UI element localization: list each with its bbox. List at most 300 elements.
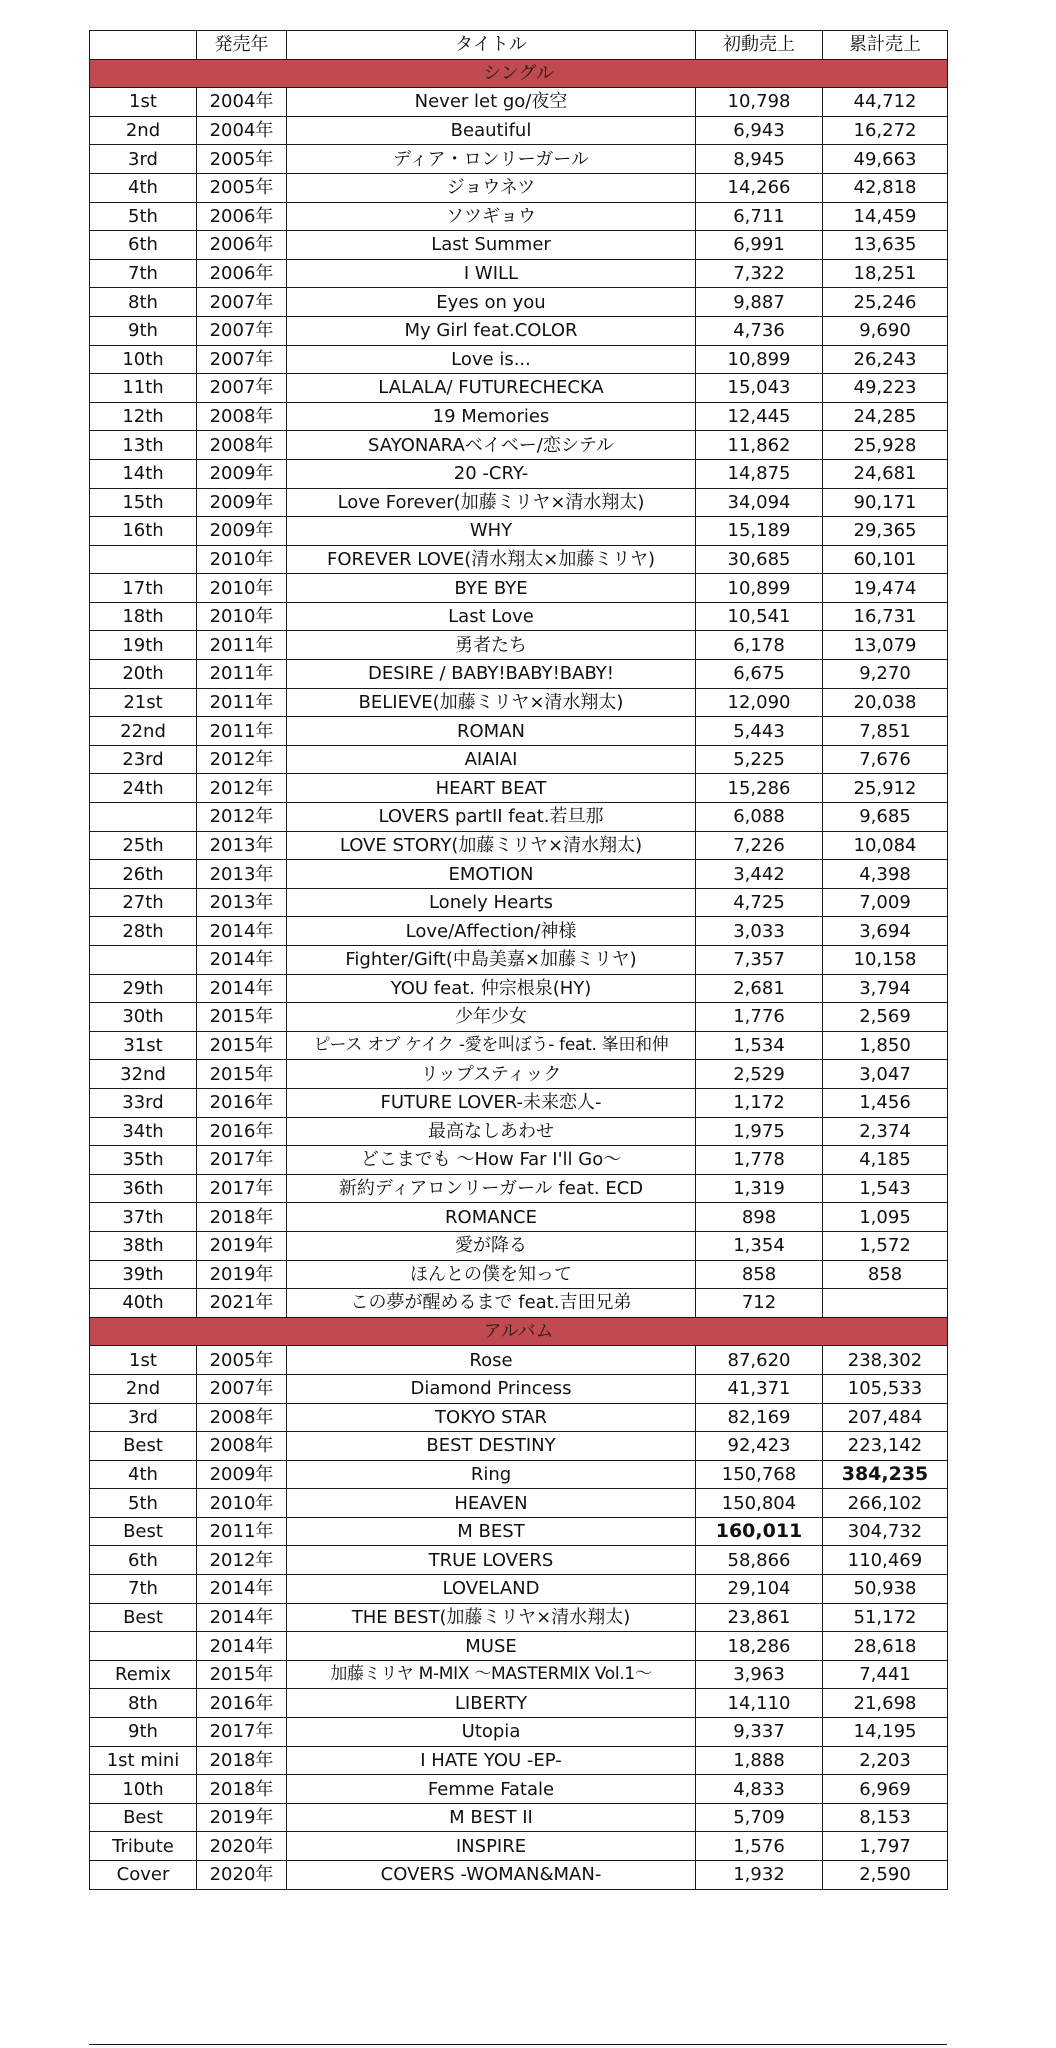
table-row [90,1832,948,1861]
table-row [90,774,948,803]
title-cell: SAYONARAベイベー/恋シテル [287,431,696,460]
year-cell: 2019年 [197,1231,287,1260]
rank-cell: 1st mini [90,1746,197,1775]
total-cell: 25,928 [823,431,948,460]
year-cell: 2019年 [197,1803,287,1832]
total-cell: 7,009 [823,888,948,917]
table-row [90,974,948,1003]
first-week-cell: 5,225 [696,745,823,774]
year-cell: 2005年 [197,145,287,174]
year-cell: 2007年 [197,316,287,345]
title-cell: Lonely Hearts [287,888,696,917]
section-header-row [90,59,948,88]
year-cell: 2007年 [197,1374,287,1403]
rank-cell: 39th [90,1260,197,1289]
title-cell: 19 Memories [287,402,696,431]
rank-cell: 8th [90,288,197,317]
title-cell: LIBERTY [287,1689,696,1718]
total-cell: 13,079 [823,631,948,660]
year-cell: 2013年 [197,888,287,917]
first-week-cell: 5,709 [696,1803,823,1832]
header-total-sales: 累計売上 [823,31,948,60]
title-cell: Fighter/Gift(中島美嘉×加藤ミリヤ) [287,946,696,975]
first-week-cell: 8,945 [696,145,823,174]
first-week-cell: 3,963 [696,1660,823,1689]
table-row [90,1260,948,1289]
total-cell: 24,681 [823,459,948,488]
header-first-week-sales: 初動売上 [696,31,823,60]
table-row [90,1632,948,1661]
table-row [90,259,948,288]
table-row [90,602,948,631]
title-cell: HEAVEN [287,1489,696,1518]
year-cell: 2015年 [197,1660,287,1689]
rank-cell: 23rd [90,745,197,774]
year-cell: 2014年 [197,974,287,1003]
title-cell: ROMANCE [287,1203,696,1232]
first-week-cell: 2,529 [696,1060,823,1089]
first-week-cell: 1,354 [696,1231,823,1260]
total-cell: 16,731 [823,602,948,631]
title-cell: BYE BYE [287,574,696,603]
rank-cell: 3rd [90,1403,197,1432]
year-cell: 2009年 [197,517,287,546]
table-row [90,116,948,145]
total-cell: 8,153 [823,1803,948,1832]
total-cell: 10,158 [823,946,948,975]
sales-table-body [90,31,948,1890]
total-cell: 19,474 [823,574,948,603]
total-cell: 384,235 [823,1460,948,1489]
table-row [90,316,948,345]
title-cell: Utopia [287,1718,696,1747]
total-cell: 7,441 [823,1660,948,1689]
title-cell: BEST DESTINY [287,1432,696,1461]
year-cell: 2009年 [197,1460,287,1489]
rank-cell: 6th [90,231,197,260]
title-cell: LOVE STORY(加藤ミリヤ×清水翔太) [287,831,696,860]
first-week-cell: 9,887 [696,288,823,317]
rank-cell: 31st [90,1031,197,1060]
rank-cell: 10th [90,345,197,374]
year-cell: 2017年 [197,1174,287,1203]
rank-cell [90,946,197,975]
title-cell: 愛が降る [287,1231,696,1260]
table-row [90,1146,948,1175]
year-cell: 2010年 [197,602,287,631]
rank-cell: 4th [90,1460,197,1489]
rank-cell: 12th [90,402,197,431]
first-week-cell: 9,337 [696,1718,823,1747]
year-cell: 2014年 [197,1603,287,1632]
total-cell: 44,712 [823,88,948,117]
rank-cell [90,803,197,832]
title-cell: Last Love [287,602,696,631]
rank-cell: 21st [90,688,197,717]
first-week-cell: 1,172 [696,1088,823,1117]
title-cell: AIAIAI [287,745,696,774]
total-cell: 2,590 [823,1861,948,1890]
first-week-cell: 1,975 [696,1117,823,1146]
table-row [90,1088,948,1117]
table-row [90,288,948,317]
title-cell: I HATE YOU -EP- [287,1746,696,1775]
year-cell: 2006年 [197,231,287,260]
year-cell: 2006年 [197,202,287,231]
title-cell: 加藤ミリヤ M-MIX 〜MASTERMIX Vol.1〜 [287,1660,696,1689]
table-row [90,1660,948,1689]
footer-divider [89,2044,947,2045]
table-row [90,745,948,774]
total-cell: 24,285 [823,402,948,431]
title-cell: Rose [287,1346,696,1375]
section-header-row [90,1317,948,1346]
section-title: アルバム [90,1317,948,1346]
table-row [90,1775,948,1804]
year-cell: 2012年 [197,1546,287,1575]
rank-cell: Tribute [90,1832,197,1861]
table-row [90,1517,948,1546]
total-cell: 18,251 [823,259,948,288]
total-cell: 28,618 [823,1632,948,1661]
title-cell: LALALA/ FUTURECHECKA [287,374,696,403]
year-cell: 2018年 [197,1203,287,1232]
first-week-cell: 1,776 [696,1003,823,1032]
title-cell: ディア・ロンリーガール [287,145,696,174]
year-cell: 2020年 [197,1861,287,1890]
title-cell: Ring [287,1460,696,1489]
rank-cell: 25th [90,831,197,860]
rank-cell: Best [90,1432,197,1461]
title-cell: LOVELAND [287,1575,696,1604]
total-cell: 10,084 [823,831,948,860]
table-row [90,231,948,260]
title-cell: 新約ディアロンリーガール feat. ECD [287,1174,696,1203]
title-cell: Femme Fatale [287,1775,696,1804]
title-cell: My Girl feat.COLOR [287,316,696,345]
table-row [90,1718,948,1747]
rank-cell: 6th [90,1546,197,1575]
first-week-cell: 150,804 [696,1489,823,1518]
total-cell: 2,569 [823,1003,948,1032]
year-cell: 2008年 [197,431,287,460]
year-cell: 2014年 [197,946,287,975]
total-cell: 223,142 [823,1432,948,1461]
total-cell: 266,102 [823,1489,948,1518]
rank-cell: 1st [90,1346,197,1375]
title-cell: ROMAN [287,717,696,746]
header-row [90,31,948,60]
table-row [90,459,948,488]
rank-cell: 17th [90,574,197,603]
total-cell: 60,101 [823,545,948,574]
first-week-cell: 34,094 [696,488,823,517]
first-week-cell: 6,675 [696,660,823,689]
total-cell [823,1289,948,1318]
title-cell: 少年少女 [287,1003,696,1032]
total-cell: 21,698 [823,1689,948,1718]
year-cell: 2008年 [197,1403,287,1432]
first-week-cell: 10,899 [696,574,823,603]
first-week-cell: 15,286 [696,774,823,803]
year-cell: 2019年 [197,1260,287,1289]
rank-cell: 30th [90,1003,197,1032]
total-cell: 4,185 [823,1146,948,1175]
total-cell: 1,850 [823,1031,948,1060]
first-week-cell: 1,576 [696,1832,823,1861]
rank-cell: 19th [90,631,197,660]
year-cell: 2007年 [197,374,287,403]
table-row [90,202,948,231]
first-week-cell: 4,833 [696,1775,823,1804]
year-cell: 2004年 [197,88,287,117]
rank-cell: 29th [90,974,197,1003]
first-week-cell: 898 [696,1203,823,1232]
rank-cell: 27th [90,888,197,917]
table-row [90,1031,948,1060]
table-row [90,1231,948,1260]
table-row [90,574,948,603]
year-cell: 2005年 [197,1346,287,1375]
first-week-cell: 6,088 [696,803,823,832]
table-row [90,173,948,202]
table-row [90,1432,948,1461]
table-row [90,1861,948,1890]
table-row [90,1603,948,1632]
year-cell: 2016年 [197,1088,287,1117]
title-cell: YOU feat. 仲宗根泉(HY) [287,974,696,1003]
rank-cell: 32nd [90,1060,197,1089]
table-row [90,545,948,574]
year-cell: 2011年 [197,1517,287,1546]
first-week-cell: 10,899 [696,345,823,374]
total-cell: 3,694 [823,917,948,946]
title-cell: Beautiful [287,116,696,145]
year-cell: 2009年 [197,459,287,488]
total-cell: 42,818 [823,173,948,202]
title-cell: Love/Affection/神様 [287,917,696,946]
first-week-cell: 6,711 [696,202,823,231]
table-row [90,1346,948,1375]
rank-cell: 1st [90,88,197,117]
total-cell: 49,663 [823,145,948,174]
total-cell: 105,533 [823,1374,948,1403]
total-cell: 110,469 [823,1546,948,1575]
rank-cell: 7th [90,259,197,288]
title-cell: THE BEST(加藤ミリヤ×清水翔太) [287,1603,696,1632]
first-week-cell: 58,866 [696,1546,823,1575]
rank-cell: Remix [90,1660,197,1689]
first-week-cell: 15,189 [696,517,823,546]
year-cell: 2018年 [197,1775,287,1804]
rank-cell: 2nd [90,1374,197,1403]
header-year: 発売年 [197,31,287,60]
first-week-cell: 14,266 [696,173,823,202]
rank-cell: 9th [90,316,197,345]
total-cell: 26,243 [823,345,948,374]
table-row [90,1689,948,1718]
rank-cell [90,1632,197,1661]
first-week-cell: 1,932 [696,1861,823,1890]
total-cell: 29,365 [823,517,948,546]
total-cell: 207,484 [823,1403,948,1432]
first-week-cell: 1,888 [696,1746,823,1775]
year-cell: 2012年 [197,745,287,774]
table-row [90,1746,948,1775]
total-cell: 1,456 [823,1088,948,1117]
year-cell: 2014年 [197,1575,287,1604]
table-row [90,1289,948,1318]
first-week-cell: 1,319 [696,1174,823,1203]
rank-cell: 20th [90,660,197,689]
year-cell: 2015年 [197,1031,287,1060]
rank-cell: 4th [90,173,197,202]
first-week-cell: 12,445 [696,402,823,431]
title-cell: TRUE LOVERS [287,1546,696,1575]
rank-cell: 18th [90,602,197,631]
year-cell: 2015年 [197,1060,287,1089]
total-cell: 25,246 [823,288,948,317]
year-cell: 2013年 [197,831,287,860]
total-cell: 7,676 [823,745,948,774]
title-cell: TOKYO STAR [287,1403,696,1432]
first-week-cell: 1,534 [696,1031,823,1060]
first-week-cell: 5,443 [696,717,823,746]
total-cell: 90,171 [823,488,948,517]
year-cell: 2010年 [197,1489,287,1518]
sales-table [89,30,948,1890]
year-cell: 2011年 [197,631,287,660]
title-cell: MUSE [287,1632,696,1661]
year-cell: 2006年 [197,259,287,288]
table-row [90,1403,948,1432]
total-cell: 14,459 [823,202,948,231]
table-row [90,517,948,546]
total-cell: 51,172 [823,1603,948,1632]
table-row [90,831,948,860]
title-cell: DESIRE / BABY!BABY!BABY! [287,660,696,689]
title-cell: Never let go/夜空 [287,88,696,117]
table-row [90,431,948,460]
first-week-cell: 7,357 [696,946,823,975]
rank-cell [90,545,197,574]
title-cell: BELIEVE(加藤ミリヤ×清水翔太) [287,688,696,717]
total-cell: 20,038 [823,688,948,717]
first-week-cell: 92,423 [696,1432,823,1461]
table-row [90,803,948,832]
title-cell: リップスティック [287,1060,696,1089]
total-cell: 1,572 [823,1231,948,1260]
title-cell: INSPIRE [287,1832,696,1861]
table-row [90,917,948,946]
header-rank [90,31,197,60]
year-cell: 2020年 [197,1832,287,1861]
year-cell: 2014年 [197,1632,287,1661]
year-cell: 2014年 [197,917,287,946]
year-cell: 2010年 [197,545,287,574]
title-cell: 20 -CRY- [287,459,696,488]
year-cell: 2018年 [197,1746,287,1775]
first-week-cell: 3,033 [696,917,823,946]
table-row [90,488,948,517]
title-cell: Love Forever(加藤ミリヤ×清水翔太) [287,488,696,517]
total-cell: 1,797 [823,1832,948,1861]
rank-cell: 8th [90,1689,197,1718]
total-cell: 858 [823,1260,948,1289]
table-row [90,660,948,689]
year-cell: 2012年 [197,774,287,803]
year-cell: 2017年 [197,1718,287,1747]
title-cell: HEART BEAT [287,774,696,803]
year-cell: 2004年 [197,116,287,145]
title-cell: Diamond Princess [287,1374,696,1403]
rank-cell: 9th [90,1718,197,1747]
total-cell: 9,690 [823,316,948,345]
total-cell: 25,912 [823,774,948,803]
first-week-cell: 4,725 [696,888,823,917]
first-week-cell: 29,104 [696,1575,823,1604]
rank-cell: 13th [90,431,197,460]
year-cell: 2013年 [197,860,287,889]
year-cell: 2010年 [197,574,287,603]
table-row [90,1489,948,1518]
table-row [90,1003,948,1032]
first-week-cell: 14,875 [696,459,823,488]
rank-cell: 35th [90,1146,197,1175]
first-week-cell: 41,371 [696,1374,823,1403]
rank-cell: 26th [90,860,197,889]
rank-cell: 15th [90,488,197,517]
total-cell: 1,543 [823,1174,948,1203]
first-week-cell: 15,043 [696,374,823,403]
total-cell: 16,272 [823,116,948,145]
first-week-cell: 3,442 [696,860,823,889]
year-cell: 2007年 [197,288,287,317]
rank-cell: 5th [90,1489,197,1518]
first-week-cell: 712 [696,1289,823,1318]
first-week-cell: 87,620 [696,1346,823,1375]
table-row [90,374,948,403]
title-cell: EMOTION [287,860,696,889]
year-cell: 2011年 [197,688,287,717]
table-row [90,1174,948,1203]
title-cell: FUTURE LOVER-未来恋人- [287,1088,696,1117]
first-week-cell: 18,286 [696,1632,823,1661]
rank-cell: 2nd [90,116,197,145]
title-cell: 勇者たち [287,631,696,660]
table-row [90,1575,948,1604]
rank-cell: Best [90,1603,197,1632]
table-row [90,1203,948,1232]
total-cell: 13,635 [823,231,948,260]
year-cell: 2005年 [197,173,287,202]
title-cell: ジョウネツ [287,173,696,202]
year-cell: 2016年 [197,1117,287,1146]
first-week-cell: 160,011 [696,1517,823,1546]
total-cell: 4,398 [823,860,948,889]
title-cell: M BEST [287,1517,696,1546]
total-cell: 2,374 [823,1117,948,1146]
first-week-cell: 30,685 [696,545,823,574]
first-week-cell: 6,178 [696,631,823,660]
total-cell: 3,794 [823,974,948,1003]
table-row [90,888,948,917]
rank-cell: 33rd [90,1088,197,1117]
rank-cell: 38th [90,1231,197,1260]
title-cell: 最高なしあわせ [287,1117,696,1146]
total-cell: 6,969 [823,1775,948,1804]
title-cell: M BEST II [287,1803,696,1832]
